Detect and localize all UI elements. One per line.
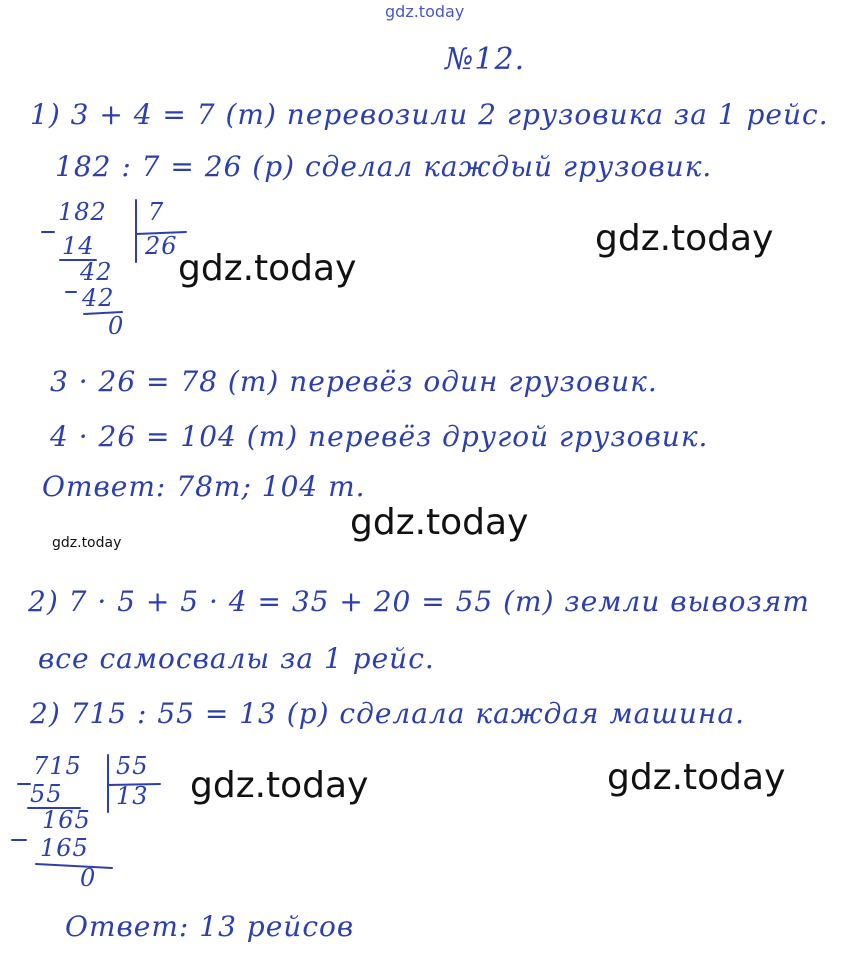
division-divisor: 7 — [148, 198, 165, 226]
division-remainder: 0 — [80, 864, 97, 892]
division-bar-horizontal — [108, 784, 160, 785]
division-quotient: 13 — [116, 782, 149, 810]
solution-line: 3 · 26 = 78 (т) перевёз один грузовик. — [50, 365, 658, 398]
answer-line: Ответ: 78т; 104 т. — [42, 470, 366, 503]
division-quotient: 26 — [145, 232, 178, 260]
division-subtrahend: 14 — [62, 232, 95, 260]
answer-line: Ответ: 13 рейсов — [65, 910, 355, 943]
watermark: gdz.today — [178, 248, 357, 289]
division-bar-horizontal — [136, 232, 186, 234]
underline-stroke — [84, 312, 122, 314]
division-remainder: 42 — [80, 258, 113, 286]
problem-number: №12. — [445, 42, 526, 77]
solution-line: 1) 3 + 4 = 7 (т) перевозили 2 грузовика за 1 рейс. — [30, 98, 829, 131]
watermark: gdz.today — [595, 218, 774, 259]
division-remainder: 0 — [108, 312, 125, 340]
solution-line: 2) 7 · 5 + 5 · 4 = 35 + 20 = 55 (т) земли вывозят — [28, 585, 810, 618]
division-divisor: 55 — [116, 752, 149, 780]
division-subtrahend: 55 — [30, 780, 63, 808]
watermark: gdz.today — [350, 502, 529, 543]
underline-stroke — [36, 864, 112, 868]
solution-line: все самосвалы за 1 рейс. — [38, 642, 435, 675]
watermark: gdz.today — [607, 757, 786, 798]
solution-line: 2) 715 : 55 = 13 (р) сделала каждая машина. — [30, 697, 745, 730]
division-dividend: 182 — [58, 198, 107, 226]
division-remainder: 165 — [42, 806, 91, 834]
solution-line: 4 · 26 = 104 (т) перевёз другой грузовик. — [50, 420, 709, 453]
watermark: gdz.today — [190, 765, 369, 806]
division-subtrahend: 165 — [40, 834, 89, 862]
solution-line: 182 : 7 = 26 (р) сделал каждый грузовик. — [55, 150, 713, 183]
division-subtrahend: 42 — [82, 284, 115, 312]
watermark-top: gdz.today — [385, 2, 465, 21]
watermark-small: gdz.today — [52, 535, 122, 551]
division-dividend: 715 — [33, 752, 82, 780]
